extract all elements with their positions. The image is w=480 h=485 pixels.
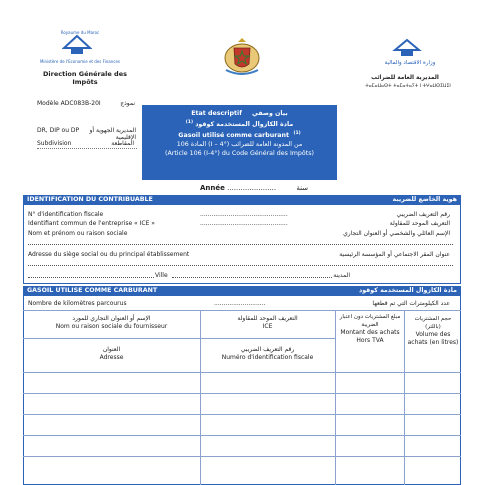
km-label-ar: عدد الكيلومترات التي تم قطعها — [372, 300, 450, 307]
subtitle-fr: Gasoil utilisé comme carburant — [178, 132, 290, 140]
table-hline — [23, 456, 461, 457]
field-name-dotline[interactable] — [28, 244, 453, 245]
col-amount-fr: Montant des achats Hors TVA — [340, 329, 400, 344]
subtitle-ar-sup: (1) — [185, 120, 193, 125]
col-tax-id-header — [200, 346, 335, 361]
direction-label-ar: المديرية الجهوية أو الإقليمية — [89, 127, 136, 141]
model-label: Modèle ADC083B-20I — [37, 100, 101, 107]
table-hline — [23, 414, 461, 415]
col-ice-ar: التعريف الموحد للمقاولة — [237, 315, 298, 322]
section-gasoil-header — [23, 286, 461, 295]
title-ar: بيان وصفي — [251, 110, 288, 117]
ministry-logo-right — [392, 38, 422, 58]
right-logo-ministry: وزارة الاقتصاد والمالية — [384, 60, 436, 66]
year-dots[interactable]: ...................... — [227, 184, 277, 192]
year-label: Année — [200, 184, 225, 192]
section-gasoil-title: GASOIL UTILISE COMME CARBURANT — [27, 287, 158, 294]
field-ice-label-ar: التعريف الموحد للمقاولة — [389, 220, 450, 227]
table-vline — [335, 310, 336, 485]
field-address-label-ar: عنوان المقر الاجتماعي أو المؤسسة الرئيسية — [339, 251, 450, 258]
subtitle-fr-row — [142, 129, 337, 140]
section-identification-title: IDENTIFICATION DU CONTRIBUABLE — [27, 196, 153, 203]
km-dots[interactable]: ........................... — [214, 300, 266, 307]
ville-label-ar: المدينة — [333, 272, 350, 279]
col-volume-ar: حجم المشتريات (باللتر) — [414, 316, 452, 330]
col-amount-header — [338, 314, 402, 344]
direction-label: DR, DIP ou DP — [37, 127, 80, 134]
ministry-logo-left — [62, 34, 92, 56]
col-address-ar: العنوان — [102, 346, 121, 353]
table-hline — [23, 338, 335, 339]
field-ice-label: Identifiant commun de l'entreprise « ICE » — [28, 220, 155, 227]
field-fiscal-id-label: N° d'identification fiscale — [28, 211, 104, 218]
col-tax-id-ar: رقم التعريف الضريبي — [240, 346, 295, 353]
field-fiscal-id-label-ar: رقم التعريف الضريبي — [396, 211, 450, 218]
field-ice-dots[interactable]: .............................................. — [200, 220, 288, 227]
field-address-label: Adresse du siège social ou du principal établissement — [28, 251, 190, 258]
article-fr: (Article 106 (I-4°) du Code Général des Impôts) — [164, 150, 314, 158]
ville-label: Ville — [155, 272, 168, 279]
subtitle-fr-sup: (1) — [293, 131, 301, 137]
col-supplier-name-fr: Nom ou raison sociale du fournisseur — [55, 322, 168, 330]
field-name-label: Nom et prénom ou raison sociale — [28, 230, 128, 237]
subdivision-label: Subdivision — [37, 140, 72, 147]
subtitle-ar-row — [142, 118, 337, 129]
field-fiscal-id-dots[interactable]: .............................................. — [200, 211, 288, 218]
col-address-header — [23, 346, 200, 361]
col-tax-id-fr: Numéro d'identification fiscale — [221, 353, 314, 361]
col-amount-ar: مبلغ المشتريات دون اعتبار الضريبة — [339, 314, 401, 328]
left-logo-text: Royaume du Maroc — [60, 30, 100, 35]
right-logo-dgi: المديرية العامة للضرائب — [371, 75, 439, 81]
table-hline — [23, 435, 461, 436]
table-hline — [23, 310, 461, 311]
subdivision-underline — [37, 148, 137, 149]
col-ice-fr: ICE — [262, 322, 273, 330]
section-identification-header — [23, 195, 461, 204]
subdivision-label-ar: المقاطعة — [111, 140, 134, 147]
col-supplier-name-ar: الإسم أو العنوان التجاري للمورد — [72, 315, 151, 322]
table-vline — [200, 310, 201, 485]
col-address-fr: Adresse — [99, 353, 124, 361]
col-volume-header — [407, 316, 459, 346]
ville-dotline-right[interactable] — [172, 277, 332, 278]
title-fr: Etat descriptif — [191, 110, 242, 117]
subtitle-ar: مادة الكازوال المستخدمة كوقود — [195, 121, 294, 129]
right-logo-tifinagh: ⵜⴰⵎⴰⵡⴰⵙⵜ ⵜⴰⵎⴰⵜⴰⵢⵜ ⵏ ⵜⵖⴰⵡⵙⵉⵡⵉⵏ — [365, 84, 451, 89]
section-identification-title-ar: هوية الخاضع للضريبة — [392, 196, 457, 203]
left-logo-dgi: Direction Générale des Impôts — [43, 70, 127, 86]
col-volume-fr: Volume des achats (en litres) — [407, 331, 459, 346]
left-logo-ministry: Ministère de l'Economie et des Finances — [39, 59, 121, 64]
table-hline — [23, 393, 461, 394]
table-vline — [404, 310, 405, 485]
field-address-dotline[interactable] — [28, 265, 453, 266]
field-name-label-ar: الإسم العائلي والشخصي أو العنوان التجاري — [343, 230, 450, 237]
col-ice-header — [200, 315, 335, 330]
model-label-ar: نموذج — [120, 100, 135, 107]
ville-dotline-left[interactable] — [28, 277, 154, 278]
year-label-ar: سنة — [296, 184, 309, 192]
coat-of-arms-emblem — [222, 36, 262, 78]
year-row — [200, 184, 308, 192]
form-title-box — [142, 105, 337, 180]
km-label: Nombre de kilomètres parcourus — [28, 300, 127, 307]
col-supplier-name-header — [23, 315, 200, 330]
section-gasoil-title-ar: مادة الكازوال المستخدمة كوقود — [358, 287, 457, 294]
table-hline — [23, 372, 461, 373]
article-ar: المادة 106 (I – 4°) من المدونة العامة للضرائب — [176, 141, 303, 149]
